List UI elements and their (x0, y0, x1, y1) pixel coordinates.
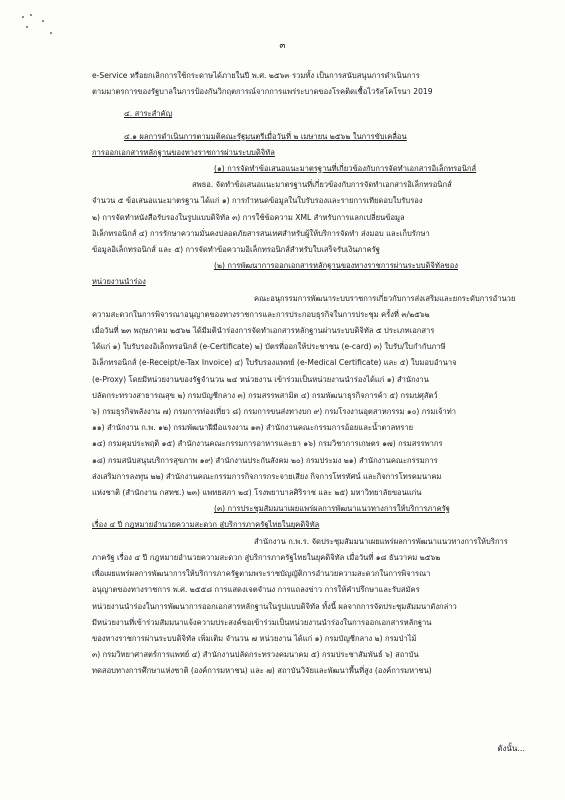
text-line: ๔.๑ ผลการดำเนินการตามมติคณะรัฐมนตรีเมื่อวันที่ ๒ เมษายน ๒๕๖๒ ในการขับเคลื่อน (124, 131, 407, 141)
text-line: ของทางราชการผ่านระบบดิจิทัล เพิ่มเติม จำนวน ๗ หน่วยงาน ได้แก่ ๑) กรมบัญชีกลาง ๒) กรมป่าไม้ (92, 633, 417, 643)
text-line: ส่งเสริมการลงทุน ๒๒) สำนักงานคณะกรรมการกิจการกระจายเสียง กิจการโทรทัศน์ และกิจการโทรคมนาคม (92, 471, 442, 481)
text-line: เพื่อเผยแพร่ผลการพัฒนาการให้บริการภาครัฐตามพระราชบัญญัติการอำนวยความสะดวกในการพิจารณา (92, 569, 431, 579)
text-line: (e-Proxy) โดยมีหน่วยงานของรัฐจำนวน ๒๔ หน่วยงาน เข้าร่วมเป็นหน่วยงานนำร่องได้แก่ ๑) สำนักงาน (92, 374, 429, 384)
text-line: ๔. สาระสำคัญ (124, 109, 173, 119)
text-line: ตามมาตรการของรัฐบาลในการป้องกันวิกฤตการณ์จากการแพร่ระบาดของโรคติดเชื้อไวรัสโคโรนา 2019 (92, 87, 433, 97)
speck (22, 16, 24, 18)
text-line: สำนักงาน ก.พ.ร. จัดประชุมสัมมนาเผยแพร่ผลการพัฒนาแนวทางการให้บริการ (254, 536, 508, 546)
speck (42, 20, 44, 22)
text-line: จำนวน ๕ ข้อเสนอแนะมาตรฐาน ได้แก่ ๑) การกำหนดข้อมูลในใบรับรองและรายการเทียดอบใบรับรอง (92, 196, 423, 206)
text-line: ปลัดกระทรวงสาธารณสุข ๒) กรมบัญชีกลาง ๓) กรมสรรพสามิต ๔) กรมพัฒนาธุรกิจการค้า ๕) กรมปศุสัตว์ (92, 390, 438, 400)
text-line: อิเล็กทรอนิกส์ (e-Receipt/e-Tax Invoice) ๔) ใบรับรองแพทย์ (e-Medical Certificate) และ ๕) ใบมอบอำนาจ (92, 358, 457, 368)
text-line: อนุญาตของทางราชการ พ.ศ. ๒๕๕๘ การแสดงเจตจำนง การแถลงข่าว การให้คำปรึกษาและรับสมัคร (92, 585, 420, 595)
text-line: e-Service หรือยกเลิกการใช้กระดาษได้ภายในปี พ.ศ. ๒๕๖๓ รวมทั้ง เป็นการสนับสนุนการดำเนินการ (92, 71, 420, 80)
text-line: ๑๘) กรมสนับสนุนบริการสุขภาพ ๑๙) สำนักงานประกันสังคม ๒๐) กรมประมง ๒๑) สำนักงานคณะกรรมการ (92, 455, 438, 465)
text-line: ๑๑) สำนักงาน ก.พ. ๑๒) กรมพัฒนาฝีมือแรงงาน ๑๓) สำนักงานคณะกรรมการอ้อยและน้ำตาลทราย (92, 423, 414, 433)
text-line: การออกเอกสารหลักฐานของทางราชการผ่านระบบดิจิทัล (92, 147, 275, 157)
continued-marker: ดังนั้น... (497, 744, 525, 753)
text-line: (๓) การประชุมสัมมนาเผยแพร่ผลการพัฒนาแนวทางการให้บริการภาครัฐ (214, 504, 450, 514)
speck (50, 32, 52, 34)
text-line: (๒) การพัฒนาการออกเอกสารหลักฐานของทางราชการผ่านระบบดิจิทัลของ (214, 261, 458, 271)
text-line: เรื่อง ๔ ปี กฎหมายอำนวยความสะดวก สู่บริการภาครัฐไทยในยุคดิจิทัล (92, 520, 320, 530)
text-line: หน่วยงานนำร่อง (92, 277, 146, 287)
text-line: (๑) การจัดทำข้อเสนอแนะมาตรฐานที่เกี่ยวข้องกับการจัดทำเอกสารอิเล็กทรอนิกส์ (214, 164, 477, 174)
page-number: ๓ (279, 41, 286, 51)
text-line: ๑๔) กรมคุมประพฤติ ๑๕) สำนักงานคณะกรรมการอาหารและยา ๑๖) กรมวิชาการเกษตร ๑๗) กรมสรรพากร (92, 439, 443, 449)
text-line: ได้แก่ ๑) ใบรับรองอิเล็กทรอนิกส์ (e-Certificate) ๒) บัตรที่ออกให้ประชาชน (e-card) ๓) ใบรับ/ใบกำกับภาษี (92, 342, 446, 352)
text-line: เมื่อวันที่ ๒๓ พฤษภาคม ๒๕๖๒ ได้มีมตินำร่องการจัดทำเอกสารหลักฐานผ่านระบบดิจิทัล ๕ ประเภทเอกสาร (92, 326, 435, 336)
text-line: ทดสอบทางการศึกษาแห่งชาติ (องค์การมหาชน) และ ๗) สถาบันวิจัยและพัฒนาพื้นที่สูง (องค์การมหาชน) (92, 666, 432, 676)
text-line: สพธอ. จัดทำข้อเสนอแนะมาตรฐานที่เกี่ยวข้องกับการจัดทำเอกสารอิเล็กทรอนิกส์ (192, 180, 452, 190)
text-line: ๖) กรมธุรกิจพลังงาน ๗) กรมการท่องเที่ยว ๘) กรมการขนส่งทางบก ๙) กรมโรงงานอุตสาหกรรม ๑๐) กรมเจ้าท่า (92, 407, 456, 417)
text-line: ภาครัฐ เรื่อง ๔ ปี กฎหมายอำนวยความสะดวก สู่บริการภาครัฐไทยในยุคดิจิทัล เมื่อวันที่ ๑๘ ธันวาคม ๒๕๖๒ (92, 552, 441, 562)
text-line: ๓) กรมวิทยาศาสตร์การแพทย์ ๔) สำนักงานปลัดกระทรวงคมนาคม ๕) กรมประชาสัมพันธ์ ๖) สถาบัน (92, 650, 419, 660)
speck (30, 14, 32, 16)
text-line: หน่วยงานนำร่องในการพัฒนาการออกเอกสารหลักฐานในรูปแบบดิจิทัล ทั้งนี้ ผลจากการจัดประชุมสัมมนาดังกล่าว (92, 601, 457, 611)
document-body (92, 68, 527, 680)
text-line: แห่งชาติ (สำนักงาน กสทช.) ๒๓) แพทยสภา ๒๔) โรงพยาบาลศิริราช และ ๒๕) มหาวิทยาลัยขอนแก่น (92, 488, 422, 498)
text-line: ความสะดวกในการพิจารณาอนุญาตของทางราชการและการประกอบธุรกิจในการประชุม ครั้งที่ ๓/๒๕๖๒ (92, 309, 430, 319)
text-line: มีหน่วยงานที่เข้าร่วมสัมมนาแจ้งความประสงค์ขอเข้าร่วมเป็นหน่วยงานนำร่องในการออกเอกสารหลักฐาน (92, 617, 432, 627)
speck (26, 26, 28, 28)
text-line: คณะอนุกรรมการพัฒนาระบบราชการเกี่ยวกับการส่งเสริมและยกระดับการอำนวย (254, 293, 516, 303)
text-line: ข้อมูลอิเล็กทรอนิกส์ และ ๕) การจัดทำข้อความอิเล็กทรอนิกส์สำหรับใบเสร็จรับเงินภาครัฐ (92, 245, 380, 255)
text-line: อิเล็กทรอนิกส์ ๔) การรักษาความมั่นคงปลอดภัยสารสนเทศสำหรับผู้ให้บริการจัดทำ ส่งมอบ และเก็บรักษา (92, 228, 430, 238)
text-line: ๒) การจัดทำหนังสือรับรองในรูปแบบดิจิทัล ๓) การใช้ข้อความ XML สำหรับการแลกเปลี่ยนข้อมูล (92, 212, 405, 222)
